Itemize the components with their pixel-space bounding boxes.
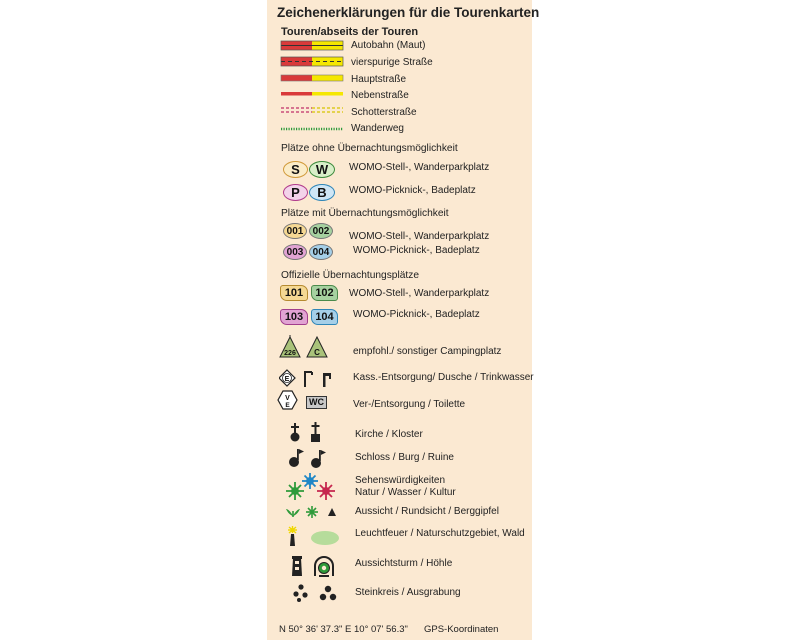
nature-sight-icon: [286, 482, 304, 500]
roads-heading: Touren/abseits der Touren: [281, 26, 419, 38]
tent-recommended-label: 226: [284, 350, 296, 357]
supply-disposal-label-e: E: [285, 402, 290, 409]
disposal-label-2: Ver-/Entsorgung / Toilette: [353, 399, 466, 410]
landmark-label-stone-circle: Steinkreis / Ausgrabung: [355, 587, 461, 598]
road-label-autobahn: Autobahn (Maut): [351, 40, 426, 51]
disposal-label-1: Kass.-Entsorgung/ Dusche / Trinkwasser: [353, 372, 534, 383]
with-overnight-label-2: WOMO-Picknick-, Badeplatz: [353, 245, 480, 256]
tent-other-icon: [307, 337, 327, 357]
tower-cave-icons: [289, 554, 339, 578]
castle-icon: [289, 449, 304, 467]
legend-title: Zeichenerklärungen für die Tourenkarten: [277, 5, 540, 20]
sights-icons: [285, 472, 337, 502]
drinking-water-icon: [323, 373, 331, 387]
camping-label: empfohl./ sonstiger Campingplatz: [353, 346, 502, 357]
official-102-symbol: 102: [311, 285, 338, 301]
site-001-symbol: 001: [283, 223, 307, 239]
cave-icon: [315, 557, 333, 577]
viewpoint-icon: [286, 509, 300, 517]
culture-sight-icon: [317, 482, 335, 500]
secondary-road-symbol: [281, 92, 343, 96]
stone-excavation-icons: [292, 583, 340, 603]
landmark-label-castle: Schloss / Burg / Ruine: [355, 452, 454, 463]
tent-other-label: C: [314, 348, 320, 357]
nature-reserve-icon: [311, 531, 339, 545]
site-003-symbol: 003: [283, 244, 307, 260]
parking-P-symbol: P: [283, 184, 308, 201]
road-label-four-lane: vierspurige Straße: [351, 57, 433, 68]
parking-W-symbol: W: [309, 161, 335, 178]
shower-icon: [304, 371, 313, 387]
official-104-symbol: 104: [311, 309, 338, 325]
landmark-label-viewpoint: Aussicht / Rundsicht / Berggipfel: [355, 506, 499, 517]
monastery-icon: [311, 422, 320, 442]
parking-S-symbol: S: [283, 161, 308, 178]
summit-icon: [328, 508, 336, 516]
church-monastery-icons: [286, 421, 326, 443]
viewpoint-icons: [285, 504, 340, 520]
road-label-main: Hauptstraße: [351, 74, 407, 85]
no-overnight-heading: Plätze ohne Übernachtungsmöglichkeit: [281, 143, 458, 154]
landmark-label-sights-types: Natur / Wasser / Kultur: [355, 487, 456, 498]
landmark-label-church: Kirche / Kloster: [355, 429, 423, 440]
with-overnight-heading: Plätze mit Übernachtungsmöglichkeit: [281, 208, 449, 219]
site-004-symbol: 004: [309, 244, 333, 260]
supply-disposal-label-v: V: [285, 395, 290, 402]
road-label-gravel: Schotterstraße: [351, 107, 417, 118]
church-icon: [291, 423, 300, 442]
no-overnight-label-2: WOMO-Picknick-, Badeplatz: [349, 185, 476, 196]
tent-recommended-icon: [280, 335, 300, 357]
road-symbols: [279, 40, 345, 136]
official-103-symbol: 103: [280, 309, 308, 325]
landmark-label-tower: Aussichtsturm / Höhle: [355, 558, 453, 569]
gps-coordinates-example: N 50° 36' 37.3" E 10° 07' 56.3": [279, 624, 408, 635]
main-road-symbol: [281, 75, 343, 81]
autobahn-symbol: [281, 41, 343, 50]
castle-icons: [286, 446, 330, 470]
no-overnight-label-1: WOMO-Stell-, Wanderparkplatz: [349, 162, 490, 173]
lighthouse-nature-icons: [285, 526, 341, 548]
water-sight-icon: [302, 473, 318, 489]
disposal-icons-row1: [279, 369, 335, 389]
observation-tower-icon: [292, 556, 302, 576]
site-002-symbol: 002: [309, 223, 333, 239]
cassette-disposal-label: E: [284, 376, 290, 383]
supply-disposal-icon: [277, 390, 303, 412]
toilet-icon: WC: [306, 396, 327, 409]
panorama-icon: [306, 506, 318, 518]
camping-icons: [279, 335, 329, 359]
landmark-label-lighthouse: Leuchtfeuer / Naturschutzgebiet, Wald: [355, 528, 525, 539]
four-lane-road-symbol: [281, 57, 343, 66]
official-label-1: WOMO-Stell-, Wanderparkplatz: [349, 288, 490, 299]
landmark-label-sights: Sehenswürdigkeiten: [355, 475, 446, 486]
excavation-icon: [320, 586, 336, 600]
gravel-road-symbol: [281, 108, 343, 112]
gps-coordinates-label: GPS-Koordinaten: [424, 624, 499, 635]
road-label-secondary: Nebenstraße: [351, 90, 409, 101]
road-label-trail: Wanderweg: [351, 123, 404, 134]
stone-circle-icon: [293, 584, 307, 602]
official-label-2: WOMO-Picknick-, Badeplatz: [353, 309, 480, 320]
official-101-symbol: 101: [280, 285, 308, 301]
lighthouse-icon: [288, 526, 297, 546]
official-heading: Offizielle Übernachtungsplätze: [281, 270, 419, 281]
ruin-icon: [311, 450, 326, 468]
with-overnight-label-1: WOMO-Stell-, Wanderparkplatz: [349, 231, 490, 242]
cassette-disposal-icon: [279, 370, 295, 386]
parking-B-symbol: B: [309, 184, 335, 201]
